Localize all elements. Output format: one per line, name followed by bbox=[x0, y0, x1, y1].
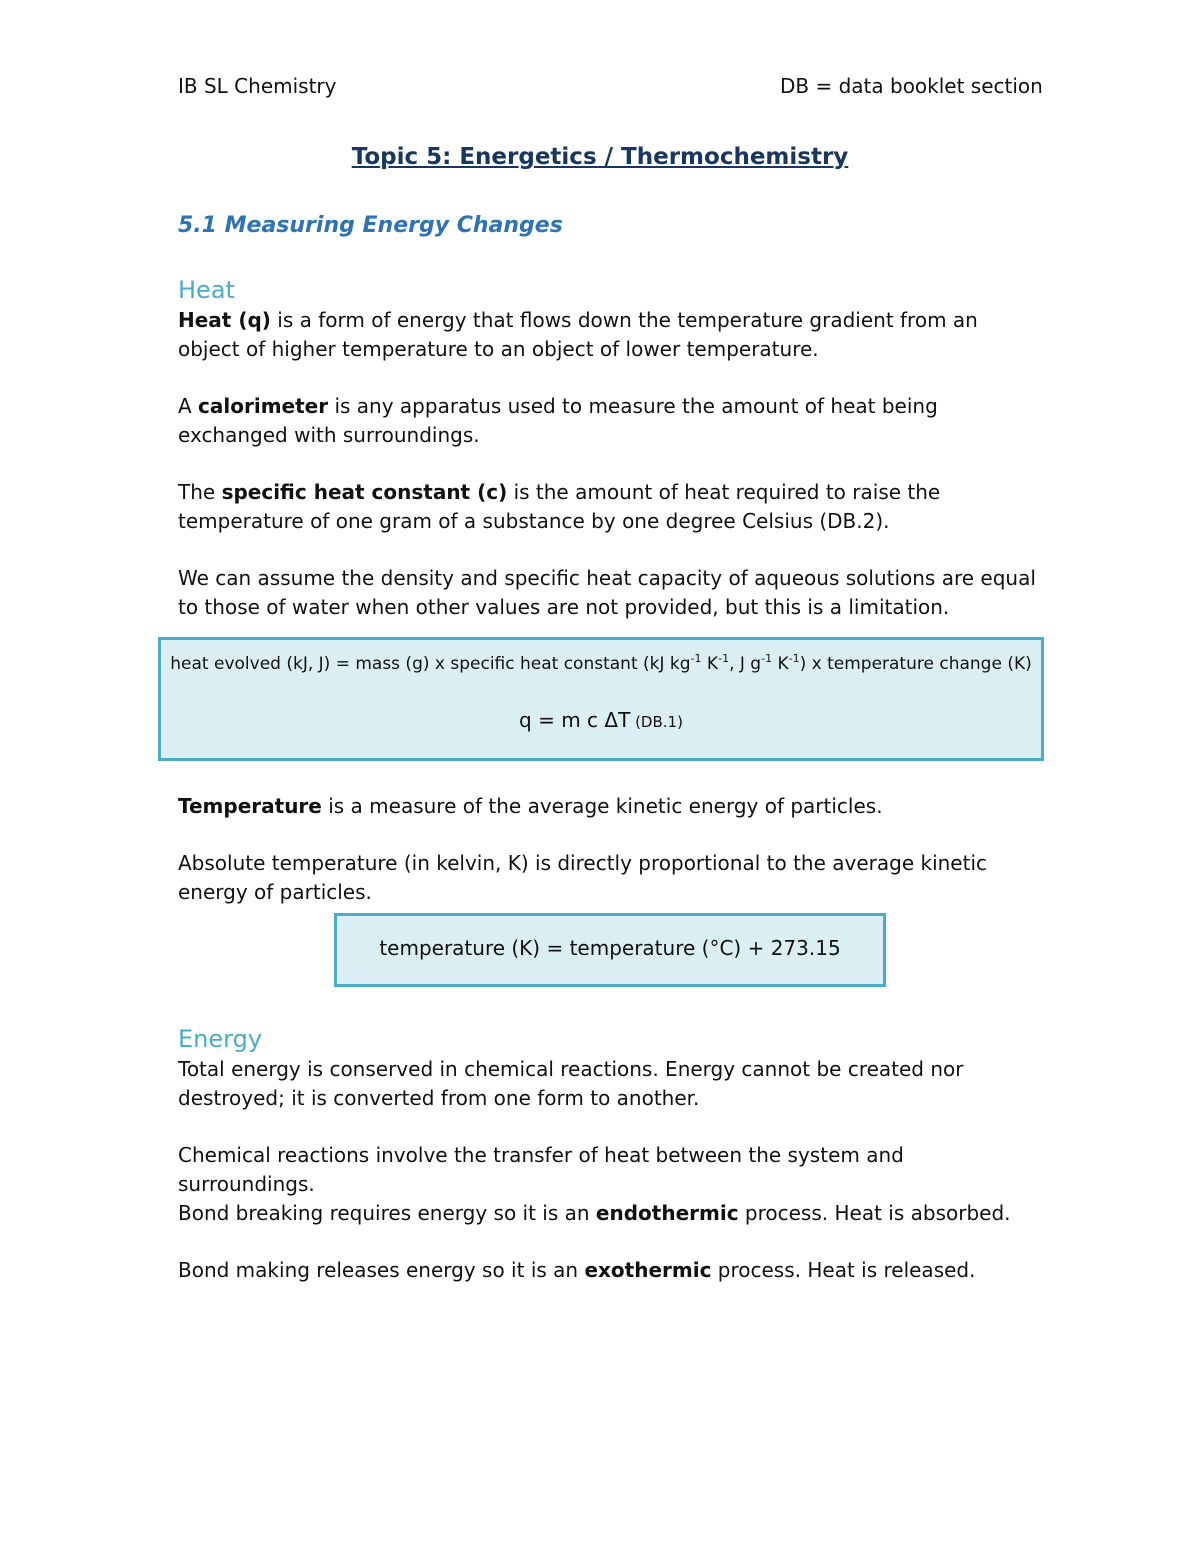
assumption-paragraph: We can assume the density and specific heat capacity of aqueous solutions are equal to those of water when other values are not provided, but this is a limitation. bbox=[178, 566, 1036, 619]
term-endothermic: endothermic bbox=[595, 1201, 739, 1225]
term-exothermic: exothermic bbox=[584, 1258, 712, 1282]
page-title: Topic 5: Energetics / Thermochemistry bbox=[351, 144, 849, 170]
calorimeter-definition: A calorimeter is any apparatus used to measure the amount of heat being exchanged with surroundings. bbox=[178, 394, 938, 447]
specific-heat-definition: The specific heat constant (c) is the amount of heat required to raise the temperature of one gram of a substance by one degree Celsius (DB.2). bbox=[178, 480, 941, 533]
temperature-formula-box bbox=[334, 913, 886, 987]
absolute-temperature-paragraph: Absolute temperature (in kelvin, K) is directly proportional to the average kinetic energy of particles. bbox=[178, 851, 987, 904]
heat-transfer-paragraph: Chemical reactions involve the transfer of heat between the system and surroundings. bbox=[178, 1143, 904, 1196]
temperature-formula: temperature (K) = temperature (°C) + 273.15 bbox=[379, 936, 841, 960]
heat-definition: Heat (q) is a form of energy that flows down the temperature gradient from an object of higher temperature to an object of lower temperature. bbox=[178, 308, 978, 361]
heat-formula-words: heat evolved (kJ, J) = mass (g) x specific heat constant (kJ $kg^{-1}$ $K^{-1}$, J $g^{-1}$ $K^{-1}$) x temperature change (K) bbox=[170, 652, 1032, 674]
header-right: DB = data booklet section bbox=[780, 74, 1043, 98]
term-calorimeter: calorimeter bbox=[198, 394, 329, 418]
energy-conservation-paragraph: Total energy is conserved in chemical reactions. Energy cannot be created nor destroyed; it is converted from one form to another. bbox=[178, 1057, 964, 1110]
subsection-heading: 5.1 Measuring Energy Changes bbox=[178, 213, 563, 238]
heat-formula-box bbox=[158, 637, 1044, 761]
temperature-definition: Temperature is a measure of the average kinetic energy of particles. bbox=[178, 794, 883, 818]
heat-formula-equation: q = m c ΔT (DB.1) bbox=[519, 708, 683, 732]
bond-making-paragraph: Bond making releases energy so it is an exothermic process. Heat is released. bbox=[178, 1258, 976, 1282]
header-left: IB SL Chemistry bbox=[178, 74, 337, 98]
term-heat: Heat (q) bbox=[178, 308, 271, 332]
bond-breaking-paragraph: Bond breaking requires energy so it is an endothermic process. Heat is absorbed. bbox=[178, 1201, 1011, 1225]
term-temperature: Temperature bbox=[178, 794, 322, 818]
term-specific-heat: specific heat constant (c) bbox=[221, 480, 508, 504]
energy-heading: Energy bbox=[178, 1025, 263, 1053]
heat-heading: Heat bbox=[178, 276, 235, 304]
